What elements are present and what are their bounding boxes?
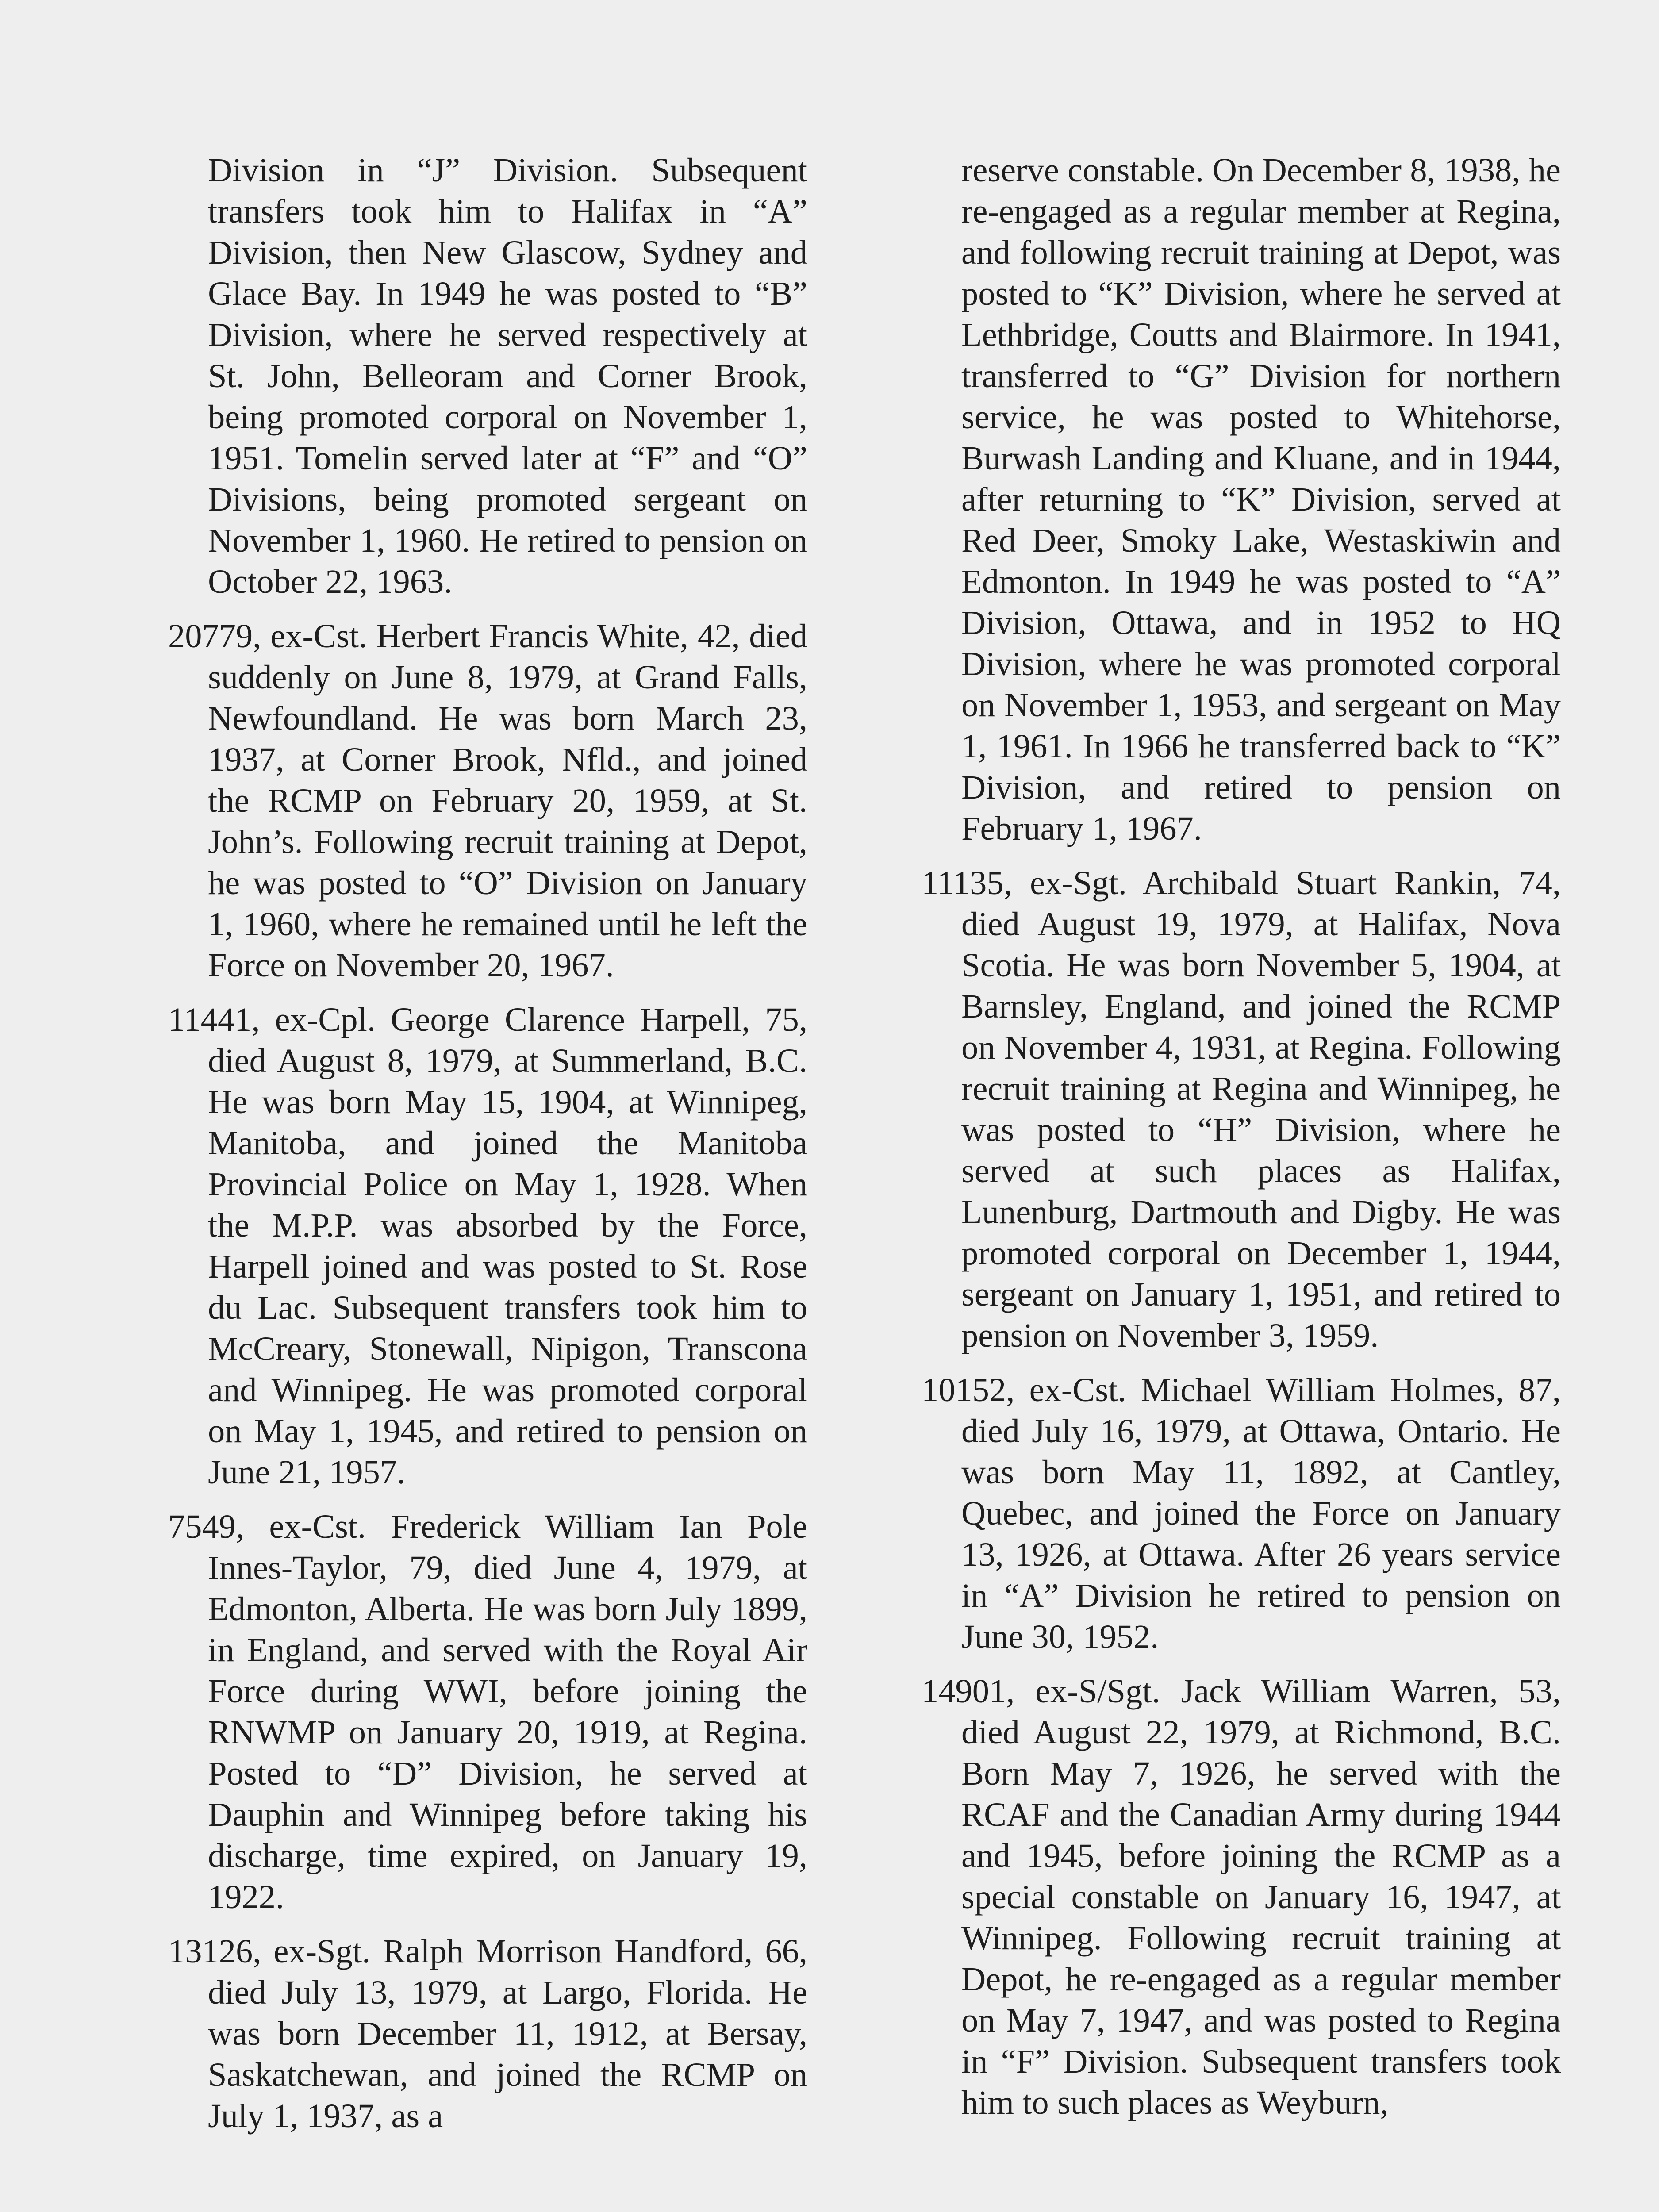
obituary-white: 20779, ex-Cst. Herbert Francis White, 42, died suddenly on June 8, 1979, at Grand Falls, Newfoundland. He was born March 23, 1937, at Corner Brook, Nfld., and joined the RCMP on February 20, 1959, at St. John’s. Following recruit training at Depot, he was posted to “O” Division on January 1, 1960, where he remained until he left the Force on November 20, 1967. (168, 617, 807, 984)
obituary-handford: 13126, ex-Sgt. Ralph Morrison Handford, 66, died July 13, 1979, at Largo, Florida. He was born December 11, 1912, at Bersay, Saskatchewan, and joined the RCMP on July 1, 1937, as a (168, 1932, 807, 2135)
left-column (168, 150, 807, 2150)
right-column (922, 150, 1561, 2136)
obituary-innes-taylor: 7549, ex-Cst. Frederick William Ian Pole Innes-Taylor, 79, died June 4, 1979, at Edmonton, Alberta. He was born July 1899, in England, and served with the Royal Air Force during WWI, before joining the RNWMP on January 20, 1919, at Regina. Posted to “D” Division, he served at Dauphin and Winnipeg before taking his discharge, time expired, on January 19, 1922. (168, 1508, 807, 1916)
obituary-harpell: 11441, ex-Cpl. George Clarence Harpell, 75, died August 8, 1979, at Summerland, B.C. He was born May 15, 1904, at Winnipeg, Manitoba, and joined the Manitoba Provincial Police on May 1, 1928. When the M.P.P. was absorbed by the Force, Harpell joined and was posted to St. Rose du Lac. Subsequent transfers took him to McCreary, Stonewall, Nipigon, Transcona and Winnipeg. He was promoted corporal on May 1, 1945, and retired to pension on June 21, 1957. (168, 1001, 807, 1491)
obituary-warren: 14901, ex-S/Sgt. Jack William Warren, 53, died August 22, 1979, at Richmond, B.C. Born May 7, 1926, he served with the RCAF and the Canadian Army during 1944 and 1945, before joining the RCMP as a special constable on January 16, 1947, at Winnipeg. Following recruit training at Depot, he re-engaged as a regular member on May 7, 1947, and was posted to Regina in “F” Division. Subsequent transfers took him to such places as Weyburn, (922, 1672, 1561, 2121)
obituary-continued-tomelin: Division in “J” Division. Subsequent transfers took him to Halifax in “A” Division, then New Glascow, Sydney and Glace Bay. In 1949 he was posted to “B” Division, where he served respectively at St. John, Belleoram and Corner Brook, being promoted corporal on November 1, 1951. Tomelin served later at “F” and “O” Divisions, being promoted sergeant on November 1, 1960. He retired to pension on October 22, 1963. (208, 151, 807, 600)
obituary-rankin: 11135, ex-Sgt. Archibald Stuart Rankin, 74, died August 19, 1979, at Halifax, Nova Scotia. He was born November 5, 1904, at Barnsley, England, and joined the RCMP on November 4, 1931, at Regina. Following recruit training at Regina and Winnipeg, he was posted to “H” Division, where he served at such places as Halifax, Lunenburg, Dartmouth and Digby. He was promoted corporal on December 1, 1944, sergeant on January 1, 1951, and retired to pension on November 3, 1959. (922, 864, 1561, 1354)
obituary-holmes: 10152, ex-Cst. Michael William Holmes, 87, died July 16, 1979, at Ottawa, Ontario. He was born May 11, 1892, at Cantley, Quebec, and joined the Force on January 13, 1926, at Ottawa. After 26 years service in “A” Division he retired to pension on June 30, 1952. (922, 1371, 1561, 1655)
obituary-handford-continued: reserve constable. On December 8, 1938, he re-engaged as a regular member at Regina, and following recruit training at Depot, was posted to “K” Division, where he served at Lethbridge, Coutts and Blairmore. In 1941, transferred to “G” Division for northern service, he was posted to Whitehorse, Burwash Landing and Kluane, and in 1944, after returning to “K” Division, served at Red Deer, Smoky Lake, Westaskiwin and Edmonton. In 1949 he was posted to “A” Division, Ottawa, and in 1952 to HQ Division, where he was promoted corporal on November 1, 1953, and sergeant on May 1, 1961. In 1966 he transferred back to “K” Division, and retired to pension on February 1, 1967. (961, 151, 1561, 847)
